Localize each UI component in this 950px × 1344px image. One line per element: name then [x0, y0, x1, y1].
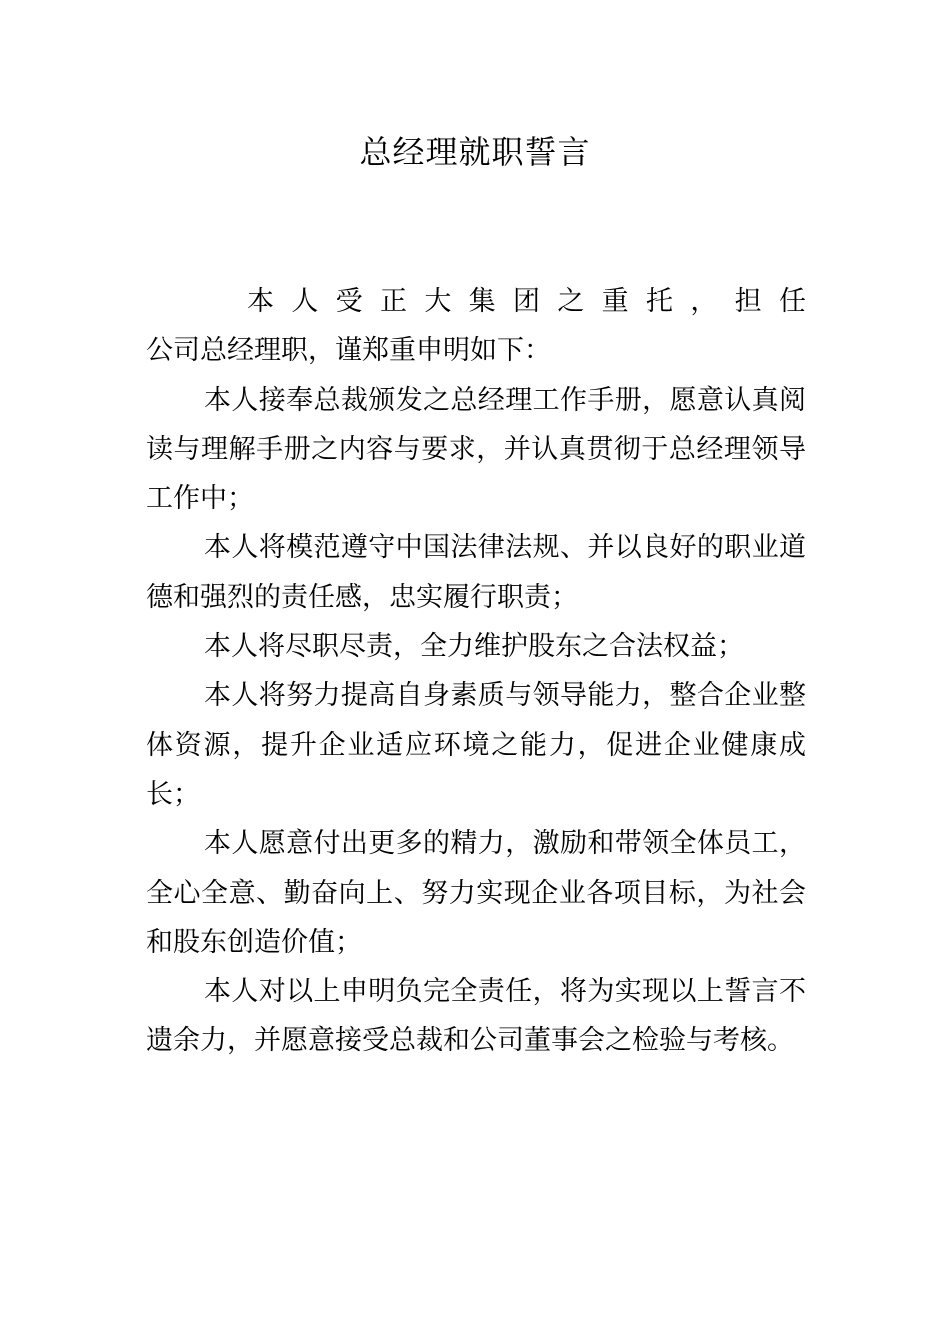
paragraph-leadership: 本人将努力提高自身素质与领导能力，整合企业整体资源，提升企业适应环境之能力，促进企业健康成长； — [146, 680, 806, 810]
paragraph-employees: 本人愿意付出更多的精力，激励和带领全体员工，全心全意、勤奋向上、努力实现企业各项目标，为社会和股东创造价值； — [146, 828, 806, 958]
opening-line: 本人受正大集团之重托，担任 — [247, 286, 806, 317]
document-body — [146, 277, 806, 1066]
paragraph-responsibility: 本人对以上申明负完全责任，将为实现以上誓言不遗余力，并愿意接受总裁和公司董事会之检验与考核。 — [146, 976, 806, 1057]
paragraph-shareholders: 本人将尽职尽责，全力维护股东之合法权益； — [204, 631, 744, 663]
paragraph-manual: 本人接奉总裁颁发之总经理工作手册，愿意认真阅读与理解手册之内容与要求，并认真贯彻于总经理领导工作中； — [146, 384, 806, 515]
paragraph-law: 本人将模范遵守中国法律法规、并以良好的职业道德和强烈的责任感，忠实履行职责； — [146, 532, 806, 613]
document-title: 总经理就职誓言 — [359, 133, 591, 171]
opening-line-continued: 公司总经理职，谨郑重申明如下： — [146, 335, 551, 367]
